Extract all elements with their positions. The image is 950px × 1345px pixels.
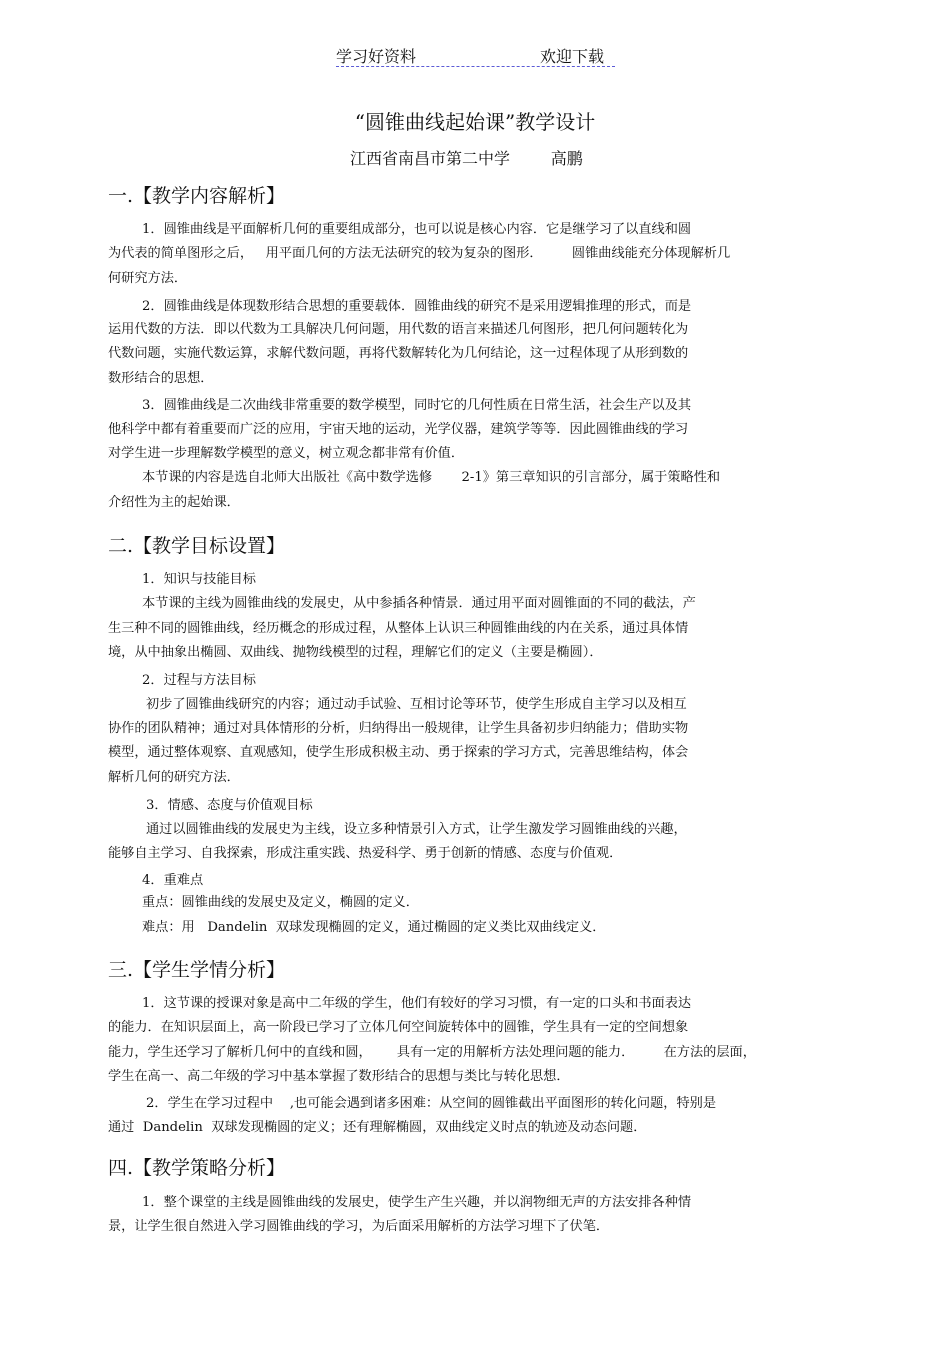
paragraph-line: 协作的团队精神；通过对具体情形的分析，归纳得出一般规律，让学生具备初步归纳能力；借助实物 — [108, 721, 689, 736]
paragraph-line: 3．情感、态度与价值观目标 — [146, 798, 313, 813]
paragraph-line: 何研究方法． — [108, 271, 188, 286]
paragraph-line: 模型，通过整体观察、直观感知，使学生形成积极主动、勇于探索的学习方式，完善思维结构，体会 — [108, 745, 689, 760]
paragraph-line: 代数问题，实施代数运算，求解代数问题，再将代数解转化为几何结论，这一过程体现了从形到数的 — [108, 346, 689, 361]
paragraph-line: 景，让学生很自然进入学习圆锥曲线的学习，为后面采用解析的方法学习埋下了伏笔． — [108, 1219, 610, 1234]
paragraph-line: 难点：用 Dandelin 双球发现椭圆的定义，通过椭圆的定义类比双曲线定义． — [142, 920, 606, 935]
section-heading-2: 二.【教学目标设置】 — [108, 535, 286, 557]
paragraph-line: 1．这节课的授课对象是高中二年级的学生，他们有较好的学习习惯，有一定的口头和书面表达 — [142, 996, 692, 1011]
paragraph-line: 重点：圆锥曲线的发展史及定义，椭圆的定义． — [142, 895, 419, 910]
paragraph-line: 解析几何的研究方法． — [108, 770, 240, 785]
header-right: 欢迎下载 — [540, 47, 605, 66]
paragraph-line: 2．学生在学习过程中 ,也可能会遇到诸多困难：从空间的圆锥截出平面图形的转化问题，特别是 — [146, 1096, 717, 1111]
paragraph-line: 本节课的主线为圆锥曲线的发展史，从中参插各种情景．通过用平面对圆锥面的不同的截法，产 — [142, 596, 696, 611]
paragraph-line: 介绍性为主的起始课． — [108, 495, 240, 510]
paragraph-line: 运用代数的方法．即以代数为工具解决几何问题，用代数的语言来描述几何图形，把几何问题转化为 — [108, 322, 689, 337]
paragraph-line: 为代表的简单图形之后， 用平面几何的方法无法研究的较为复杂的图形． 圆锥曲线能充分体现解析几 — [108, 246, 731, 261]
paragraph-line: 能够自主学习、自我探索，形成注重实践、热爱科学、勇于创新的情感、态度与价值观． — [108, 846, 623, 861]
paragraph-line: 初步了圆锥曲线研究的内容；通过动手试验、互相讨论等环节，使学生形成自主学习以及相互 — [146, 697, 687, 712]
paragraph-line: 1．整个课堂的主线是圆锥曲线的发展史，使学生产生兴趣，并以润物细无声的方法安排各种情 — [142, 1195, 692, 1210]
paragraph-line: 生三种不同的圆锥曲线，经历概念的形成过程，从整体上认识三种圆锥曲线的内在关系，通过具体情 — [108, 621, 689, 636]
paragraph-line: 境，从中抽象出椭圆、双曲线、抛物线模型的过程，理解它们的定义（主要是椭圆）． — [108, 645, 603, 660]
paragraph-line: 2．圆锥曲线是体现数形结合思想的重要载体．圆锥曲线的研究不是采用逻辑推理的形式，而是 — [142, 299, 692, 314]
paragraph-line: 他科学中都有着重要而广泛的应用，宇宙天地的运动，光学仪器，建筑学等等．因此圆锥曲线的学习 — [108, 422, 689, 437]
paragraph-line: 1．圆锥曲线是平面解析几何的重要组成部分，也可以说是核心内容．它是继学习了以直线和圆 — [142, 222, 692, 237]
document-title: “圆锥曲线起始课”教学设计 — [354, 110, 596, 134]
section-heading-1: 一.【教学内容解析】 — [108, 185, 286, 207]
paragraph-line: 能力，学生还学习了解析几何中的直线和圆， 具有一定的用解析方法处理问题的能力． 在方法的层面， — [108, 1045, 756, 1060]
paragraph-line: 对学生进一步理解数学模型的意义，树立观念都非常有价值． — [108, 446, 465, 461]
section-heading-4: 四.【教学策略分析】 — [108, 1157, 286, 1179]
paragraph-line: 2．过程与方法目标 — [142, 673, 256, 688]
paragraph-line: 通过以圆锥曲线的发展史为主线，设立多种情景引入方式，让学生激发学习圆锥曲线的兴趣， — [146, 822, 687, 837]
paragraph-line: 通过 Dandelin 双球发现椭圆的定义；还有理解椭圆，双曲线定义时点的轨迹及动态问题． — [108, 1120, 647, 1135]
paragraph-line: 本节课的内容是选自北师大出版社《高中数学选修 2-1》第三章知识的引言部分，属于策略性和 — [142, 470, 721, 485]
paragraph-line: 的能力．在知识层面上，高一阶段已学习了立体几何空间旋转体中的圆锥，学生具有一定的空间想象 — [108, 1020, 689, 1035]
author-line: 江西省南昌市第二中学 高鹏 — [350, 149, 583, 168]
paragraph-line: 4．重难点 — [142, 873, 204, 888]
paragraph-line: 学生在高一、高二年级的学习中基本掌握了数形结合的思想与类比与转化思想． — [108, 1069, 570, 1084]
header-rule — [336, 66, 615, 67]
section-heading-3: 三.【学生学情分析】 — [108, 959, 286, 981]
paragraph-line: 1．知识与技能目标 — [142, 572, 256, 587]
paragraph-line: 3．圆锥曲线是二次曲线非常重要的数学模型，同时它的几何性质在日常生活，社会生产以及其 — [142, 398, 692, 413]
paragraph-line: 数形结合的思想． — [108, 371, 214, 386]
header-left: 学习好资料 — [336, 47, 417, 66]
